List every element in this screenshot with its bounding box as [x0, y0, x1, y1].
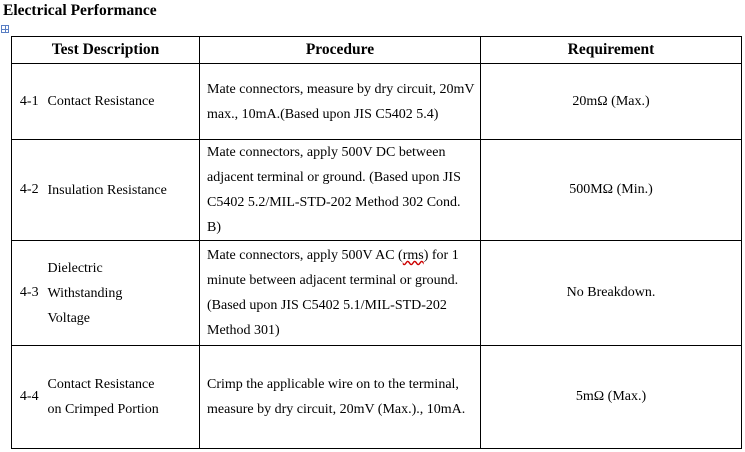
test-requirement: 500MΩ (Min.) — [481, 140, 742, 241]
header-requirement: Requirement — [481, 37, 742, 64]
table-row — [12, 140, 742, 241]
test-requirement: 5mΩ (Max.) — [481, 346, 742, 449]
electrical-performance-table — [11, 36, 742, 449]
test-description — [47, 64, 200, 140]
table-row — [12, 241, 742, 346]
test-description-line: Contact Resistance — [47, 94, 155, 109]
table-row — [12, 64, 742, 140]
test-description — [47, 140, 200, 241]
test-number: 4-3 — [12, 241, 47, 346]
test-description-line: Withstanding — [47, 285, 123, 301]
test-description-line: Insulation Resistance — [47, 182, 167, 198]
procedure-text: Mate connectors, measure by dry circuit, 20mV max., 10mA.(Based upon JIS C5402 5.4) — [207, 81, 475, 122]
test-description — [47, 241, 200, 346]
procedure-text: ) for 1 minute between adjacent terminal or ground. (Based upon JIS C5402 5.1/MIL-STD-202 Method 301) — [207, 248, 459, 338]
test-description — [47, 346, 200, 449]
table-move-handle-icon[interactable] — [1, 25, 9, 33]
table-row — [12, 346, 742, 449]
test-procedure — [200, 64, 481, 140]
test-procedure — [200, 241, 481, 346]
test-number: 4-4 — [12, 346, 47, 449]
spellcheck-flagged-word: rms — [402, 248, 424, 263]
test-procedure — [200, 140, 481, 241]
table-header-row — [12, 37, 742, 64]
test-description-line: on Crimped Portion — [47, 402, 159, 417]
procedure-text: Crimp the applicable wire on to the terminal, measure by dry circuit, 20mV (Max.)., 10mA. — [207, 377, 466, 417]
test-procedure — [200, 346, 481, 449]
procedure-text: Mate connectors, apply 500V AC ( — [207, 248, 403, 263]
test-requirement: No Breakdown. — [481, 241, 742, 346]
test-number: 4-2 — [12, 140, 47, 241]
test-description-line: Dielectric — [47, 260, 103, 276]
test-description-line: Contact Resistance — [47, 377, 155, 392]
page-title: Electrical Performance — [3, 2, 157, 19]
test-requirement: 20mΩ (Max.) — [481, 64, 742, 140]
header-test-description: Test Description — [12, 37, 200, 64]
header-procedure: Procedure — [200, 37, 481, 64]
procedure-text: Mate connectors, apply 500V DC between adjacent terminal or ground. (Based upon JIS C5402 5.2/MIL-STD-202 Method 302 Cond. B) — [207, 145, 461, 235]
test-description-line: Voltage — [47, 310, 91, 326]
test-number: 4-1 — [12, 64, 47, 140]
